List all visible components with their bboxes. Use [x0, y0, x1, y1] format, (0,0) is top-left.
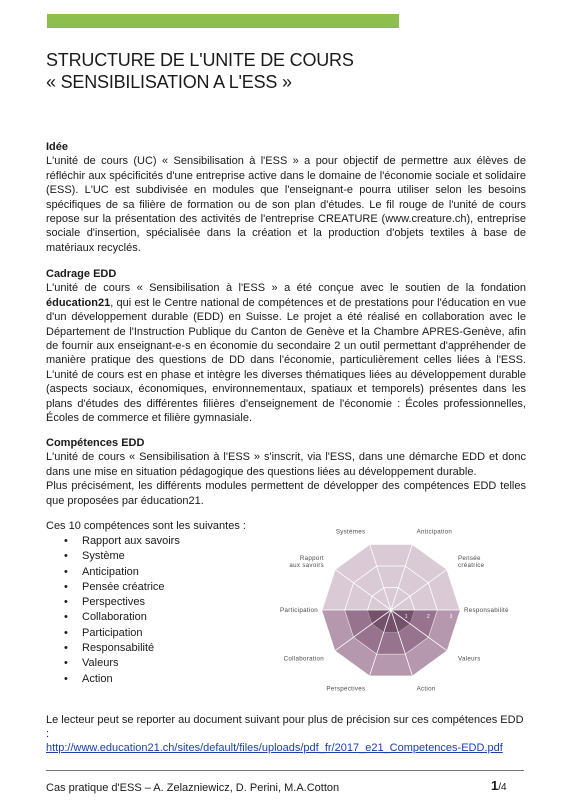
list-item: • Système — [64, 549, 180, 564]
list-item: • Anticipation — [64, 565, 180, 580]
list-item: • Pensée créatrice — [64, 580, 180, 595]
list-item: • Rapport aux savoirs — [64, 534, 180, 549]
page-number — [491, 779, 507, 795]
footer-divider — [46, 770, 524, 771]
radar-axis-label: Action — [416, 685, 436, 693]
title-line-2: « SENSIBILISATION A L'ESS » — [46, 72, 292, 92]
page-total: /4 — [498, 782, 507, 793]
section-competences — [46, 436, 526, 508]
reader-note — [46, 713, 526, 755]
section-text-idee: L'unité de cours (UC) « Sensibilisation à l'ESS » a pour objectif de permettre aux élèves de réfléchir aux spécificités d'une entreprise active dans le domaine de l'économie sociale et solidaire (ESS). L'UC est subdivisée en modules que l'enseignant-e pourra utiliser selon les besoins spécifiques de sa filière de formation ou de son plan d'études. Le fil rouge de l'unité de cours repose sur la présentation des activités de l'entreprise CREATURE (www.creature.ch), entreprise sociale d'insertion, spécialisée dans la création et la production d'objets textiles à base de matériaux recyclés. — [46, 155, 526, 254]
radar-axis-label: Responsabilité — [464, 607, 509, 614]
section-heading-idee: Idée — [46, 141, 69, 153]
section-cadrage — [46, 267, 526, 425]
section-idee — [46, 140, 526, 255]
footer-credits: Cas pratique d'ESS – A. Zelazniewicz, D. Perini, M.A.Cotton — [46, 782, 340, 794]
radar-axis-label: Systèmes — [335, 528, 366, 536]
section-heading-cadrage: Cadrage EDD — [46, 268, 117, 280]
competences-radar-diagram — [279, 518, 509, 693]
radar-ring-number: 1 — [404, 614, 408, 620]
title-line-1: STRUCTURE DE L'UNITE DE COURS — [46, 50, 354, 70]
radar-axis-label: Rapport aux savoirs — [289, 554, 325, 569]
reader-note-text: Le lecteur peut se reporter au document suivant pour plus de précision sur ces compétences EDD : — [46, 714, 524, 740]
list-item: • Action — [64, 672, 180, 687]
list-item: • Responsabilité — [64, 641, 180, 656]
page-current: 1 — [491, 778, 499, 793]
list-item: • Perspectives — [64, 595, 180, 610]
competences-list — [64, 534, 180, 687]
radar-axis-label: Perspectives — [326, 685, 366, 693]
section-text-cadrage — [46, 281, 526, 425]
list-item: • Collaboration — [64, 610, 180, 625]
competences-list-intro: Ces 10 compétences sont les suivantes : — [46, 520, 246, 532]
radar-axis-label: Pensée créatrice — [457, 554, 485, 569]
cadrage-text-start: L'unité de cours « Sensibilisation à l'ESS » a été conçue avec le soutien de la fondation — [46, 282, 526, 295]
radar-ring-number: 3 — [449, 614, 453, 620]
list-item: • Valeurs — [64, 656, 180, 671]
radar-ring-number: 2 — [426, 614, 430, 620]
radar-axis-label: Anticipation — [416, 528, 453, 536]
radar-axis-label: Participation — [280, 607, 318, 614]
radar-axis-label: Collaboration — [283, 655, 325, 663]
competences-paragraph-1: L'unité de cours « Sensibilisation à l'ESS » s'inscrit, via l'ESS, dans une démarche EDD et donc dans une mise en situation pédagogique des questions liées au développement durable. — [46, 451, 526, 478]
header-accent-bar — [47, 14, 399, 28]
section-heading-competences: Compétences EDD — [46, 437, 145, 449]
education21-bold: éducation21 — [46, 296, 111, 309]
page-title — [46, 49, 526, 93]
list-item: • Participation — [64, 626, 180, 641]
cadrage-text-end: , qui est le Centre national de compétences et de prestations pour l'éducation en vue d'un développement durable (EDD) en Suisse. Le projet a été réalisé en collaboration avec le Département de l'Instruction Publique du Canton de Genève et la Chambre APRES-Genève, afin de fournir aux enseignant-e-s en économie du secondaire 2 un outil permettant d'appréhender de manière pratique des questions de DD dans l'économie, particulièrement celles liées à l'ESS. L'unité de cours est en phase et intègre les diverses thématiques liées au développement durable (aspects sociaux, économiques, environnementaux, spatiaux et temporels) présentes dans les plans d'études des différentes filières d'enseignement de l'économie : Écoles professionnelles, Écoles de commerce et filière gymnasiale. — [46, 296, 526, 425]
competences-paragraph-2: Plus précisément, les différents modules permettent de développer des compétences EDD telles que proposées par éducation21. — [46, 480, 526, 507]
radar-axis-label: Valeurs — [457, 655, 481, 663]
competences-document-link[interactable]: http://www.education21.ch/sites/default/files/uploads/pdf_fr/2017_e21_Competences-EDD.pdf — [46, 742, 503, 754]
